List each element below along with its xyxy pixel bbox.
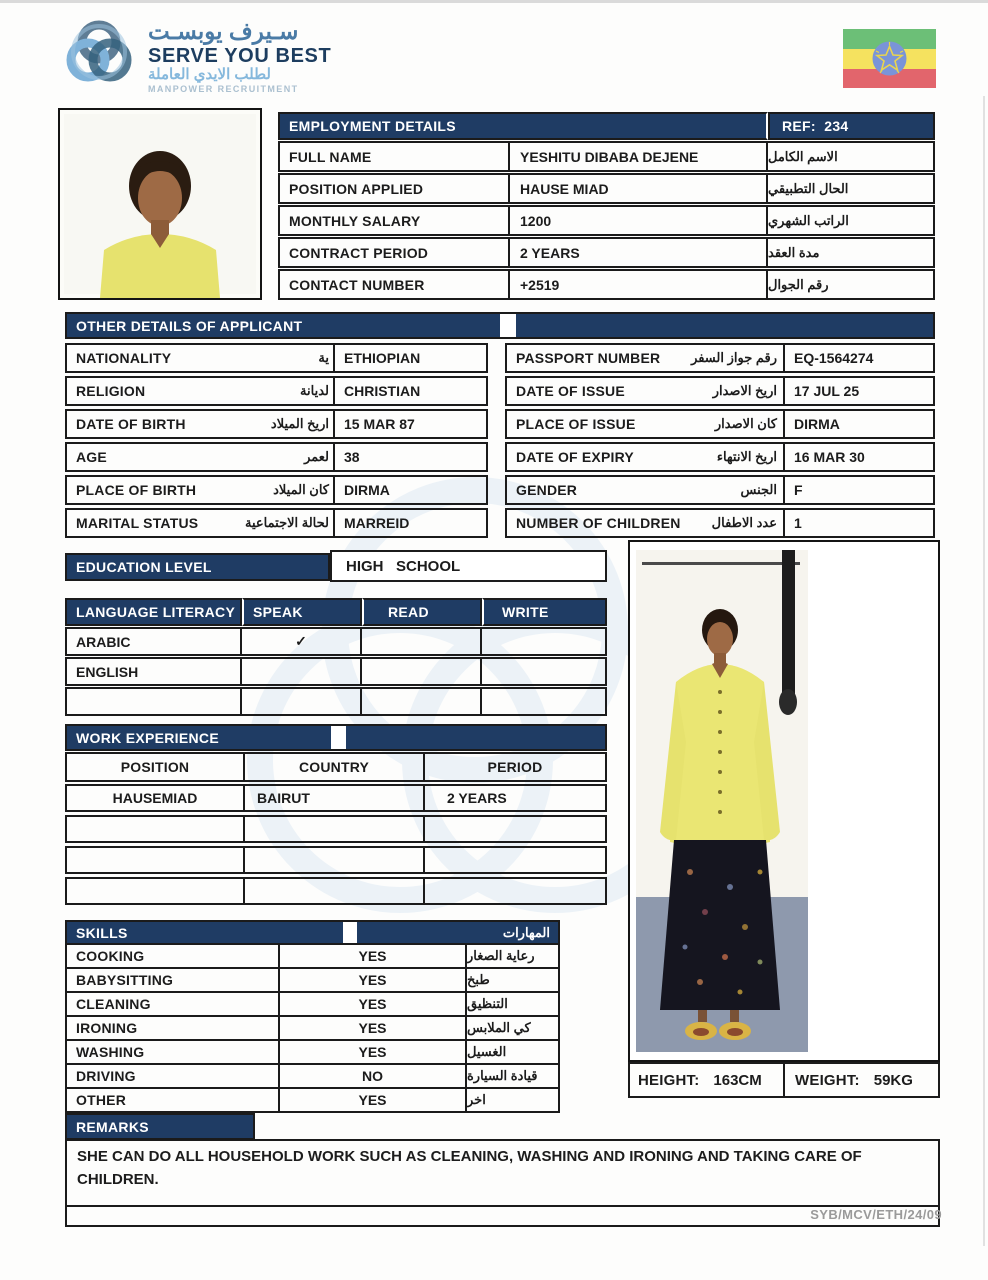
speak-cell: [242, 687, 362, 716]
field-label: NATIONALITY: [76, 350, 172, 366]
employment-row: [278, 173, 935, 204]
position-cell: [65, 877, 245, 905]
skill-name: OTHER: [65, 1089, 280, 1113]
field-value: HAUSE MIAD: [510, 173, 768, 204]
ethiopia-flag: [843, 29, 936, 93]
other-details-row: [65, 475, 935, 505]
field-label: FULL NAME: [278, 141, 510, 172]
other-details-title: OTHER DETAILS OF APPLICANT: [76, 317, 303, 334]
field-label: CONTACT NUMBER: [278, 269, 510, 300]
language-row: [65, 657, 607, 686]
write-cell: [482, 657, 607, 686]
employment-row: [278, 141, 935, 172]
write-cell: [482, 687, 607, 716]
other-details-row: [65, 409, 935, 439]
field-label: AGE: [76, 449, 107, 465]
skill-arabic: قيادة السيارة: [467, 1065, 560, 1089]
skill-arabic: رعاية الصغار: [467, 945, 560, 969]
brand-text: [148, 19, 331, 94]
write-cell: [482, 627, 607, 656]
height-label: HEIGHT:: [638, 1071, 700, 1089]
other-details-header: [65, 312, 935, 339]
skill-name: WASHING: [65, 1041, 280, 1065]
brand-tagline-english: MANPOWER RECRUITMENT: [148, 83, 299, 94]
language-name: ENGLISH: [65, 657, 242, 686]
field-label: MARITAL STATUS: [76, 515, 199, 531]
employment-title: EMPLOYMENT DETAILS: [278, 112, 768, 140]
field-label-arabic: الاسم الكامل: [768, 141, 935, 172]
skill-value: YES: [280, 945, 467, 969]
period-cell: [425, 846, 607, 874]
education-level-label: EDUCATION LEVEL: [65, 553, 330, 581]
skill-arabic: الغسيل: [467, 1041, 560, 1065]
skills-title: SKILLS: [76, 924, 128, 941]
column-header: WRITE: [482, 598, 607, 626]
position-cell: [65, 815, 245, 843]
field-label-arabic: ية: [318, 350, 329, 365]
country-cell: [245, 846, 425, 874]
field-label: GENDER: [516, 482, 578, 498]
field-label-arabic: اريخ الاصدار: [712, 383, 777, 398]
column-header: SPEAK: [242, 598, 362, 626]
field-label-arabic: عدد الاطفال: [711, 515, 777, 530]
body-measurements-row: [628, 1062, 940, 1098]
read-cell: [362, 657, 482, 686]
field-value: 17 JUL 25: [785, 376, 935, 406]
field-value: CHRISTIAN: [335, 376, 488, 406]
skill-value: YES: [280, 969, 467, 993]
field-value: +2519: [510, 269, 768, 300]
field-label-arabic: مدة العقد: [768, 237, 935, 268]
skills-header: [65, 920, 560, 945]
field-label: DATE OF ISSUE: [516, 383, 625, 399]
field-value: YESHITU DIBABA DEJENE: [510, 141, 768, 172]
education-level-value: HIGH SCHOOL: [330, 550, 607, 582]
skill-name: CLEANING: [65, 993, 280, 1017]
other-details-row: [65, 442, 935, 472]
country-cell: [245, 877, 425, 905]
work-experience-row: [65, 815, 607, 843]
remarks-title: REMARKS: [65, 1113, 255, 1140]
field-label: POSITION APPLIED: [278, 173, 510, 204]
skill-row: [65, 993, 560, 1017]
work-experience-header: [65, 724, 607, 751]
field-value: 1: [785, 508, 935, 538]
field-label-arabic: لعمر: [304, 449, 329, 464]
skill-value: YES: [280, 1089, 467, 1113]
field-label-arabic: اريخ الميلاد: [270, 416, 329, 431]
column-header: READ: [362, 598, 482, 626]
applicant-headshot-photo: [58, 108, 262, 300]
field-label: NUMBER OF CHILDREN: [516, 515, 681, 531]
field-label-arabic: الراتب الشهري: [768, 205, 935, 236]
weight-value: 59KG: [873, 1071, 913, 1089]
work-experience-columns-row: [65, 752, 607, 782]
serve-you-best-logo-icon: [60, 14, 138, 99]
read-cell: [362, 627, 482, 656]
column-header: POSITION: [65, 752, 245, 782]
brand-block: [60, 14, 331, 99]
period-cell: [425, 815, 607, 843]
language-header-row: [65, 598, 607, 626]
field-value: F: [785, 475, 935, 505]
skill-arabic: كي الملابس: [467, 1017, 560, 1041]
employment-details-table: [278, 112, 935, 300]
other-details-row: [65, 376, 935, 406]
column-header: COUNTRY: [245, 752, 425, 782]
field-value: 38: [335, 442, 488, 472]
position-cell: [65, 846, 245, 874]
field-value: ETHIOPIAN: [335, 343, 488, 373]
skill-value: YES: [280, 1017, 467, 1041]
skill-value: NO: [280, 1065, 467, 1089]
work-experience-section: [65, 724, 607, 905]
field-label: DATE OF BIRTH: [76, 416, 186, 432]
field-label-arabic: رقم الجوال: [768, 269, 935, 300]
field-label: CONTRACT PERIOD: [278, 237, 510, 268]
field-value: MARREID: [335, 508, 488, 538]
other-details-rows: [65, 343, 935, 538]
brand-tagline-arabic: لطلب الايدي العاملة: [148, 66, 272, 84]
period-cell: 2 YEARS: [425, 784, 607, 812]
speak-checkmark: ✓: [242, 627, 362, 656]
work-experience-row: [65, 784, 607, 812]
header-notch: [343, 922, 357, 943]
field-label-arabic: رقم جواز السفر: [691, 350, 777, 365]
field-value: 1200: [510, 205, 768, 236]
skills-title-arabic: المهارات: [502, 924, 550, 940]
field-label-arabic: الجنس: [740, 482, 777, 497]
other-details-section: [65, 312, 935, 538]
header-notch: [500, 314, 516, 337]
skill-row: [65, 1065, 560, 1089]
field-label: PLACE OF BIRTH: [76, 482, 197, 498]
column-header: LANGUAGE LITERACY: [65, 598, 242, 626]
field-value: 16 MAR 30: [785, 442, 935, 472]
field-label-arabic: اريخ الانتهاء: [716, 449, 777, 464]
field-value: 15 MAR 87: [335, 409, 488, 439]
skill-name: DRIVING: [65, 1065, 280, 1089]
applicant-fullbody-photo: [628, 540, 940, 1062]
field-label: PASSPORT NUMBER: [516, 350, 661, 366]
brand-name-arabic: سـيرف يوبسـت: [148, 17, 299, 44]
field-label: PLACE OF ISSUE: [516, 416, 636, 432]
education-level-row: [65, 552, 607, 584]
skill-row: [65, 1041, 560, 1065]
language-row: [65, 627, 607, 656]
field-label-arabic: كان الميلاد: [273, 482, 329, 497]
field-label: MONTHLY SALARY: [278, 205, 510, 236]
brand-name-english: SERVE YOU BEST: [148, 44, 332, 67]
skill-row: [65, 969, 560, 993]
weight-label: WEIGHT:: [795, 1071, 860, 1089]
employment-row: [278, 237, 935, 268]
country-cell: [245, 815, 425, 843]
skills-table: [65, 920, 560, 1113]
employment-ref: REF: 234: [768, 112, 935, 140]
work-experience-title: WORK EXPERIENCE: [76, 729, 219, 746]
country-cell: BAIRUT: [245, 784, 425, 812]
field-label-arabic: لحالة الاجتماعية: [245, 515, 329, 530]
skill-name: COOKING: [65, 945, 280, 969]
field-value: 2 YEARS: [510, 237, 768, 268]
field-value: EQ-1564274: [785, 343, 935, 373]
field-label-arabic: الحال التطبيقي: [768, 173, 935, 204]
skill-name: IRONING: [65, 1017, 280, 1041]
period-cell: [425, 877, 607, 905]
skill-row: [65, 945, 560, 969]
work-experience-row: [65, 877, 607, 905]
language-literacy-table: [65, 598, 607, 716]
employment-row: [278, 269, 935, 300]
language-row: [65, 687, 607, 716]
column-header: PERIOD: [425, 752, 607, 782]
weight-cell: [785, 1062, 940, 1098]
language-name: [65, 687, 242, 716]
field-label: RELIGION: [76, 383, 146, 399]
skill-name: BABYSITTING: [65, 969, 280, 993]
position-cell: HAUSEMIAD: [65, 784, 245, 812]
height-value: 163CM: [713, 1071, 762, 1089]
speak-cell: [242, 657, 362, 686]
skill-row: [65, 1089, 560, 1113]
employment-header-row: [278, 112, 935, 140]
field-value: DIRMA: [335, 475, 488, 505]
header-notch: [331, 726, 346, 749]
skill-arabic: التنظيق: [467, 993, 560, 1017]
work-experience-row: [65, 846, 607, 874]
field-label-arabic: كان الاصدار: [714, 416, 777, 431]
language-name: ARABIC: [65, 627, 242, 656]
read-cell: [362, 687, 482, 716]
skill-arabic: طبخ: [467, 969, 560, 993]
other-details-row: [65, 343, 935, 373]
skill-value: YES: [280, 993, 467, 1017]
document-code: SYB/MCV/ETH/24/09: [810, 1207, 942, 1222]
other-details-row: [65, 508, 935, 538]
employment-row: [278, 205, 935, 236]
remarks-text: SHE CAN DO ALL HOUSEHOLD WORK SUCH AS CLEANING, WASHING AND IRONING AND TAKING CARE OF CHILDREN.: [77, 1148, 862, 1188]
skill-value: YES: [280, 1041, 467, 1065]
field-label-arabic: لديانة: [300, 383, 329, 398]
field-value: DIRMA: [785, 409, 935, 439]
skill-arabic: اخر: [467, 1089, 560, 1113]
field-label: DATE OF EXPIRY: [516, 449, 634, 465]
height-cell: [628, 1062, 785, 1098]
skill-row: [65, 1017, 560, 1041]
